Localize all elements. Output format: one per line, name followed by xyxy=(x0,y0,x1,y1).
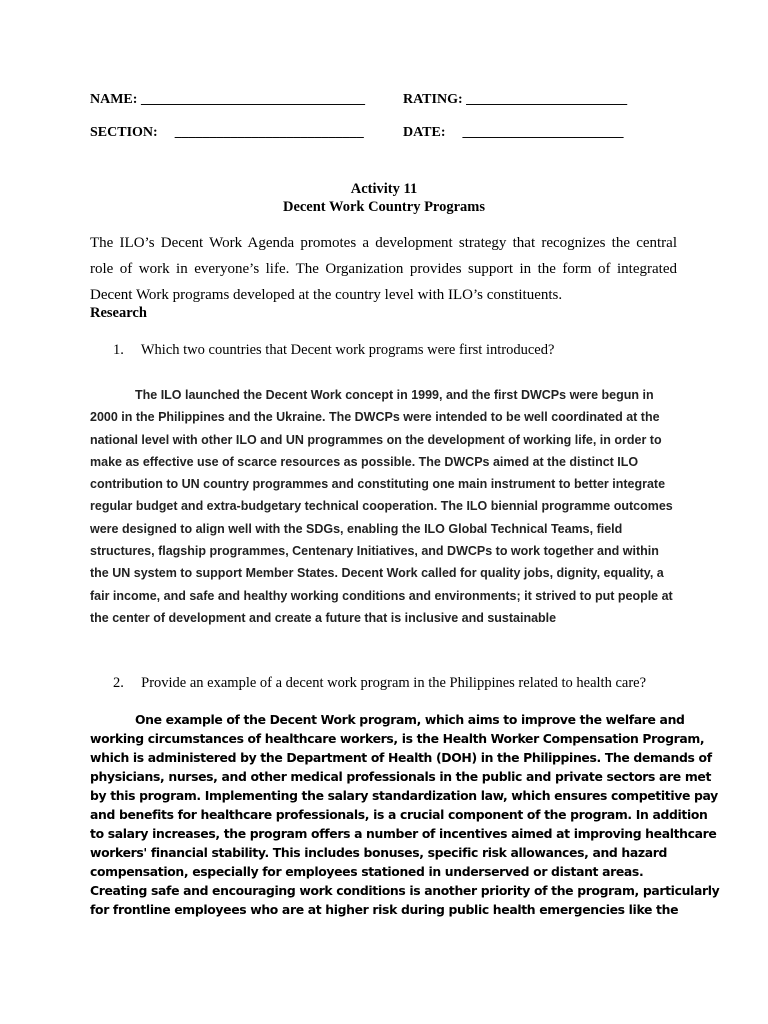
question-text: Which two countries that Decent work programs were first introduced? xyxy=(140,342,555,358)
answer-line: regular budget and extra-budgetary technical cooperation. The ILO biennial programme outcomes xyxy=(90,499,673,514)
date-blank: _______________________ xyxy=(462,125,624,140)
answer-line: working circumstances of healthcare workers, is the Health Worker Compensation Program, xyxy=(90,731,705,746)
answer-line: Creating safe and encouraging work conditions is another priority of the program, particularly xyxy=(90,883,720,898)
intro-line: The ILO’s Decent Work Agenda promotes a development strategy that recognizes the central xyxy=(90,235,677,251)
answer-line: compensation, especially for employees stationed in underserved or distant areas. xyxy=(90,864,644,879)
intro-line: Decent Work programs developed at the country level with ILO’s constituents. xyxy=(90,287,563,303)
answer-line: the center of development and create a future that is inclusive and sustainable xyxy=(90,610,557,625)
answer-line: for frontline employees who are at higher risk during public health emergencies like the xyxy=(90,902,679,917)
answer-line: were designed to align well with the SDGs, enabling the ILO Global Technical Teams, field xyxy=(90,521,623,536)
research-heading: Research xyxy=(90,305,147,321)
answer-line: The ILO launched the Decent Work concept in 1999, and the first DWCPs were begun in xyxy=(135,388,654,402)
name-label: NAME: xyxy=(90,92,138,107)
answer-line: 2000 in the Philippines and the Ukraine. The DWCPs were intended to be well coordinated at the xyxy=(90,410,660,425)
name-field[interactable] xyxy=(90,92,365,108)
answer-line: the UN system to support Member States. Decent Work called for quality jobs, dignity, equality, a xyxy=(90,566,664,581)
activity-subtitle: Decent Work Country Programs xyxy=(282,199,486,215)
intro-paragraph xyxy=(90,230,677,308)
question-1 xyxy=(113,342,554,359)
answer-line: and benefits for healthcare professionals, is a crucial component of the program. In addition xyxy=(90,807,708,822)
answer-line: which is administered by the Department of Health (DOH) in the Philippines. The demands of xyxy=(90,750,712,765)
rating-blank: _______________________ xyxy=(466,92,628,107)
answer-1 xyxy=(90,384,690,629)
answer-line: fair income, and safe and healthy working conditions and environments; it strived to put people at xyxy=(90,588,673,603)
intro-line: role of work in everyone’s life. The Organization provides support in the form of integrated xyxy=(90,261,677,277)
section-label: SECTION: xyxy=(90,125,158,140)
answer-line: structures, flagship programmes, Centenary Initiatives, and DWCPs to work together and within xyxy=(90,544,659,559)
answer-line: workers' financial stability. This includes bonuses, specific risk allowances, and hazard xyxy=(90,845,668,860)
question-2 xyxy=(113,675,646,692)
question-number: 2. xyxy=(113,675,124,691)
answer-line: make as effective use of scarce resources as possible. The DWCPs aimed at the distinct ILO xyxy=(90,454,639,469)
answer-2 xyxy=(90,710,720,919)
answer-line: One example of the Decent Work program, which aims to improve the welfare and xyxy=(135,712,685,727)
answer-line: by this program. Implementing the salary standardization law, which ensures competitive pay xyxy=(90,788,718,803)
answer-line: national level with other ILO and UN programmes on the development of working life, in order to xyxy=(90,432,662,447)
activity-title: Activity 11 xyxy=(350,181,418,197)
question-number: 1. xyxy=(113,342,124,358)
name-blank: ________________________________ xyxy=(140,92,365,107)
section-field[interactable] xyxy=(90,125,364,141)
question-text: Provide an example of a decent work program in the Philippines related to health care? xyxy=(141,675,647,691)
answer-line: contribution to UN country programmes and constituting one main instrument to better integrate xyxy=(90,477,666,492)
date-label: DATE: xyxy=(403,125,446,140)
answer-line: to salary increases, the program offers a number of incentives aimed at improving healthcare xyxy=(90,826,717,841)
rating-field[interactable] xyxy=(403,92,627,108)
rating-label: RATING: xyxy=(403,92,463,107)
section-blank: ___________________________ xyxy=(174,125,364,140)
answer-line: physicians, nurses, and other medical professionals in the public and private sectors are met xyxy=(90,769,712,784)
date-field[interactable] xyxy=(403,125,624,141)
